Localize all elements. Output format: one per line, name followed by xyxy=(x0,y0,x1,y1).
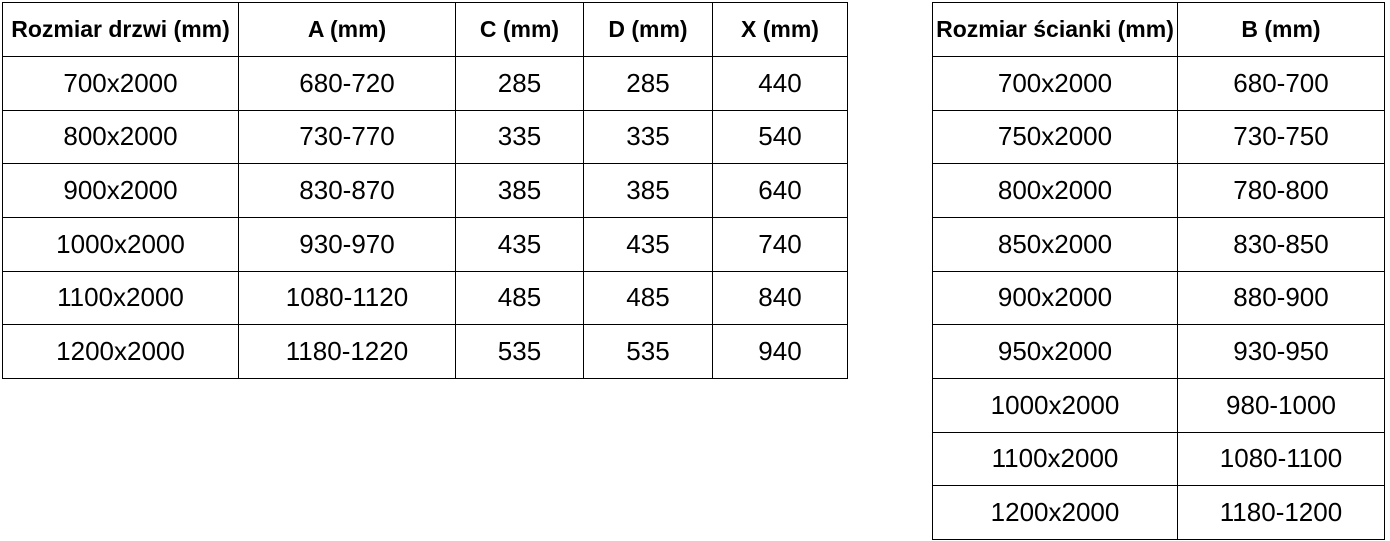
table-cell: 385 xyxy=(584,164,713,218)
table-row xyxy=(933,110,1385,164)
column-header: D (mm) xyxy=(584,3,713,57)
table-cell: 950x2000 xyxy=(933,325,1178,379)
table-row xyxy=(3,164,848,218)
table-cell: 930-950 xyxy=(1178,325,1385,379)
table-row xyxy=(933,57,1385,111)
table-cell: 830-870 xyxy=(239,164,456,218)
table-cell: 800x2000 xyxy=(3,110,239,164)
column-header: A (mm) xyxy=(239,3,456,57)
table-cell: 880-900 xyxy=(1178,271,1385,325)
header-row xyxy=(3,3,848,57)
column-header: X (mm) xyxy=(713,3,848,57)
table-cell: 740 xyxy=(713,217,848,271)
table-row xyxy=(933,378,1385,432)
table-cell: 830-850 xyxy=(1178,217,1385,271)
table-cell: 640 xyxy=(713,164,848,218)
table-cell: 680-700 xyxy=(1178,57,1385,111)
table-cell: 930-970 xyxy=(239,217,456,271)
table-row xyxy=(3,217,848,271)
table-row xyxy=(933,271,1385,325)
table-cell: 1000x2000 xyxy=(933,378,1178,432)
table-cell: 840 xyxy=(713,271,848,325)
table-cell: 1100x2000 xyxy=(3,271,239,325)
door-size-table xyxy=(2,2,848,379)
table-cell: 435 xyxy=(584,217,713,271)
table-cell: 730-750 xyxy=(1178,110,1385,164)
table-cell: 780-800 xyxy=(1178,164,1385,218)
wall-panel-size-table xyxy=(932,2,1385,540)
column-header: Rozmiar ścianki (mm) xyxy=(933,3,1178,57)
table-cell: 385 xyxy=(456,164,584,218)
table-cell: 700x2000 xyxy=(933,57,1178,111)
table-cell: 535 xyxy=(456,325,584,379)
table-cell: 900x2000 xyxy=(3,164,239,218)
table-cell: 1180-1220 xyxy=(239,325,456,379)
table-cell: 1200x2000 xyxy=(933,486,1178,540)
table-cell: 335 xyxy=(584,110,713,164)
table-row xyxy=(3,110,848,164)
table-cell: 440 xyxy=(713,57,848,111)
table-cell: 1080-1100 xyxy=(1178,432,1385,486)
table-cell: 535 xyxy=(584,325,713,379)
table-row xyxy=(933,486,1385,540)
table-row xyxy=(933,432,1385,486)
table-row xyxy=(933,217,1385,271)
table-cell: 435 xyxy=(456,217,584,271)
table-cell: 850x2000 xyxy=(933,217,1178,271)
table-cell: 1200x2000 xyxy=(3,325,239,379)
column-header: B (mm) xyxy=(1178,3,1385,57)
table-cell: 940 xyxy=(713,325,848,379)
table-cell: 1180-1200 xyxy=(1178,486,1385,540)
table-cell: 540 xyxy=(713,110,848,164)
table-row xyxy=(3,57,848,111)
table-cell: 285 xyxy=(456,57,584,111)
table-cell: 485 xyxy=(584,271,713,325)
table-cell: 900x2000 xyxy=(933,271,1178,325)
table-cell: 980-1000 xyxy=(1178,378,1385,432)
table-cell: 485 xyxy=(456,271,584,325)
column-header: C (mm) xyxy=(456,3,584,57)
table-cell: 680-720 xyxy=(239,57,456,111)
column-header: Rozmiar drzwi (mm) xyxy=(3,3,239,57)
table-row xyxy=(3,271,848,325)
table-cell: 335 xyxy=(456,110,584,164)
table-cell: 800x2000 xyxy=(933,164,1178,218)
table-cell: 730-770 xyxy=(239,110,456,164)
table-cell: 285 xyxy=(584,57,713,111)
table-row xyxy=(3,325,848,379)
table-cell: 750x2000 xyxy=(933,110,1178,164)
table-row xyxy=(933,164,1385,218)
table-cell: 1100x2000 xyxy=(933,432,1178,486)
header-row xyxy=(933,3,1385,57)
table-row xyxy=(933,325,1385,379)
table-cell: 1080-1120 xyxy=(239,271,456,325)
table-cell: 700x2000 xyxy=(3,57,239,111)
table-cell: 1000x2000 xyxy=(3,217,239,271)
